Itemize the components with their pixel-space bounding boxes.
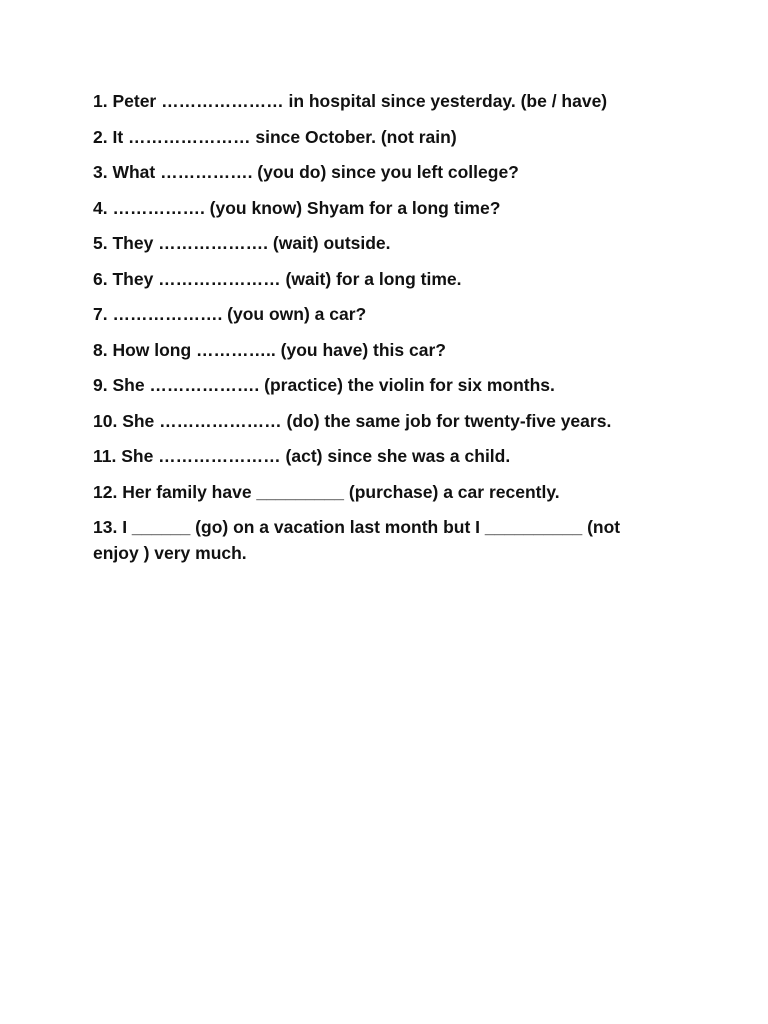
exercise-item-1: 1. Peter ………………… in hospital since yesterday. (be / have) bbox=[93, 91, 608, 111]
exercise-item-11: 11. She ………………… (act) since she was a child. bbox=[93, 446, 511, 466]
exercise-item-4: 4. ……………. (you know) Shyam for a long time? bbox=[93, 197, 501, 218]
exercise-item-12: 12. Her family have _________ (purchase) a car recently. bbox=[93, 481, 560, 502]
exercise-list bbox=[93, 88, 653, 576]
exercise-item-2: 2. It ………………… since October. (not rain) bbox=[93, 126, 457, 147]
exercise-item-13: 13. I ______ (go) on a vacation last month but I __________ (not enjoy ) very much. bbox=[93, 517, 621, 563]
exercise-item-7: 7. ………………. (you own) a car? bbox=[93, 304, 367, 324]
exercise-item-8: 8. How long ………….. (you have) this car? bbox=[93, 339, 446, 360]
exercise-item-6: 6. They ………………… (wait) for a long time. bbox=[93, 268, 462, 289]
exercise-item-9: 9. She ………………. (practice) the violin for six months. bbox=[93, 375, 555, 395]
exercise-item-5: 5. They ………………. (wait) outside. bbox=[93, 233, 391, 253]
exercise-item-10: 10. She ………………… (do) the same job for twenty-five years. bbox=[93, 410, 612, 431]
exercise-item-3: 3. What ……………. (you do) since you left college? bbox=[93, 162, 519, 182]
